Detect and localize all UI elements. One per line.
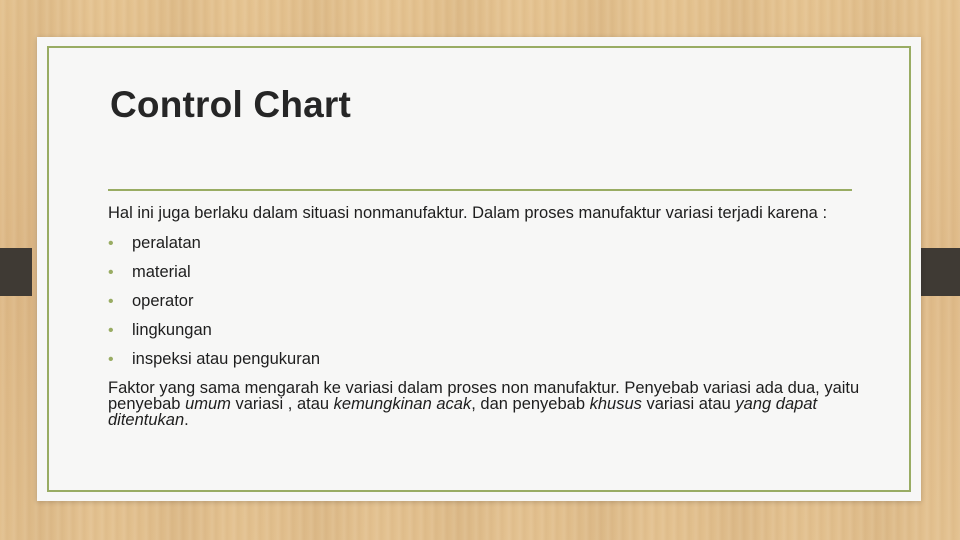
bullet-icon: • xyxy=(108,264,114,281)
intro-paragraph: Hal ini juga berlaku dalam situasi nonmanufaktur. Dalam proses manufaktur variasi terjadi karena : xyxy=(108,204,828,222)
closing-text: variasi atau xyxy=(641,395,736,413)
closing-text: . xyxy=(184,411,189,429)
slide-title: Control Chart xyxy=(110,84,352,125)
bullet-text: operator xyxy=(132,292,194,310)
left-edge-tab xyxy=(0,248,32,296)
closing-emphasis: khusus xyxy=(589,395,642,413)
closing-emphasis: kemungkinan acak xyxy=(333,395,472,413)
bullet-list xyxy=(108,229,868,374)
bullet-item xyxy=(108,316,868,345)
closing-emphasis: umum xyxy=(185,395,231,413)
slide-paper xyxy=(37,37,921,501)
bullet-icon: • xyxy=(108,322,114,339)
bullet-text: material xyxy=(132,263,191,281)
bullet-icon: • xyxy=(108,235,114,252)
bullet-item xyxy=(108,258,868,287)
closing-text: , dan penyebab xyxy=(471,395,590,413)
title-divider xyxy=(108,189,852,191)
bullet-item xyxy=(108,229,868,258)
closing-emphasis: yang dapat ditentukan xyxy=(108,395,818,429)
bullet-icon: • xyxy=(108,351,114,368)
closing-text: variasi , atau xyxy=(230,395,334,413)
bullet-text: peralatan xyxy=(132,234,201,252)
bullet-item xyxy=(108,287,868,316)
bullet-text: lingkungan xyxy=(132,321,212,339)
slide-body xyxy=(108,205,868,428)
bullet-item xyxy=(108,345,868,374)
closing-paragraph xyxy=(108,380,868,428)
bullet-icon: • xyxy=(108,293,114,310)
bullet-text: inspeksi atau pengukuran xyxy=(132,350,321,368)
closing-text: Faktor yang sama mengarah ke variasi dalam proses non manufaktur. Penyebab variasi ada dua, yaitu penyebab xyxy=(108,379,860,413)
